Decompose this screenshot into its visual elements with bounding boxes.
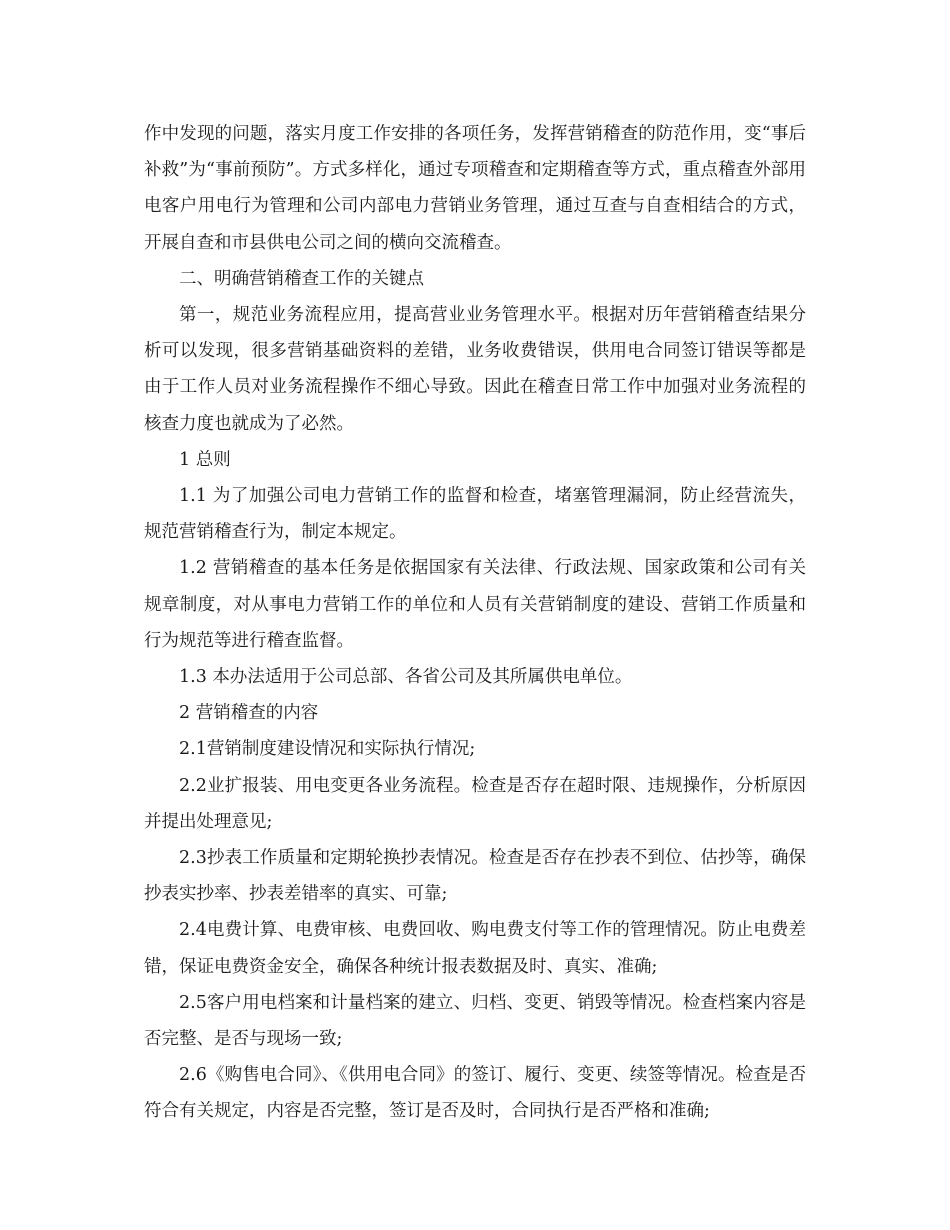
section-heading-general-rules: 1 总则: [179, 449, 231, 470]
document-body: [144, 116, 806, 1130]
paragraph-intro-continuation: 作中发现的问题，落实月度工作安排的各项任务，发挥营销稽查的防范作用，变“事后补救”为“事前预防”。方式多样化，通过专项稽查和定期稽查等方式，重点稽查外部用电客户用电行为管理和公司内部电力营销业务管理，通过互查与自查相结合的方式，开展自查和市县供电公司之间的横向交流稽查。: [144, 124, 806, 253]
clause-2-1: 2.1营销制度建设情况和实际执行情况;: [179, 739, 476, 760]
clause-2-6: 2.6《购售电合同》、《供用电合同》的签订、履行、变更、续签等情况。检查是否符合有关规定，内容是否完整，签订是否及时，合同执行是否严格和准确;: [144, 1065, 806, 1122]
section-heading-key-points: 二、明确营销稽查工作的关键点: [179, 268, 424, 289]
clause-2-2: 2.2业扩报装、用电变更各业务流程。检查是否存在超时限、违规操作，分析原因并提出处理意见;: [144, 775, 806, 832]
clause-2-5: 2.5客户用电档案和计量档案的建立、归档、变更、销毁等情况。检查档案内容是否完整、是否与现场一致;: [144, 992, 806, 1050]
paragraph-first-point: 第一，规范业务流程应用，提高营业业务管理水平。根据对历年营销稽查结果分析可以发现，很多营销基础资料的差错，业务收费错误，供用电合同签订错误等都是由于工作人员对业务流程操作不细心导致。因此在稽查日常工作中加强对业务流程的核查力度也就成为了必然。: [144, 305, 806, 434]
clause-1-2: 1.2 营销稽查的基本任务是依据国家有关法律、行政法规、国家政策和公司有关规章制度，对从事电力营销工作的单位和人员有关营销制度的建设、营销工作质量和行为规范等进行稽查监督。: [144, 558, 806, 651]
section-heading-audit-content: 2 营销稽查的内容: [179, 703, 319, 724]
clause-2-4: 2.4电费计算、电费审核、电费回收、购电费支付等工作的管理情况。防止电费差错，保证电费资金安全，确保各种统计报表数据及时、真实、准确;: [144, 920, 806, 977]
clause-2-3: 2.3抄表工作质量和定期轮换抄表情况。检查是否存在抄表不到位、估抄等，确保抄表实抄率、抄表差错率的真实、可靠;: [144, 848, 806, 905]
clause-1-3: 1.3 本办法适用于公司总部、各省公司及其所属供电单位。: [179, 667, 633, 688]
clause-1-1: 1.1 为了加强公司电力营销工作的监督和检查，堵塞管理漏洞，防止经营流失，规范营销稽查行为，制定本规定。: [144, 486, 806, 543]
